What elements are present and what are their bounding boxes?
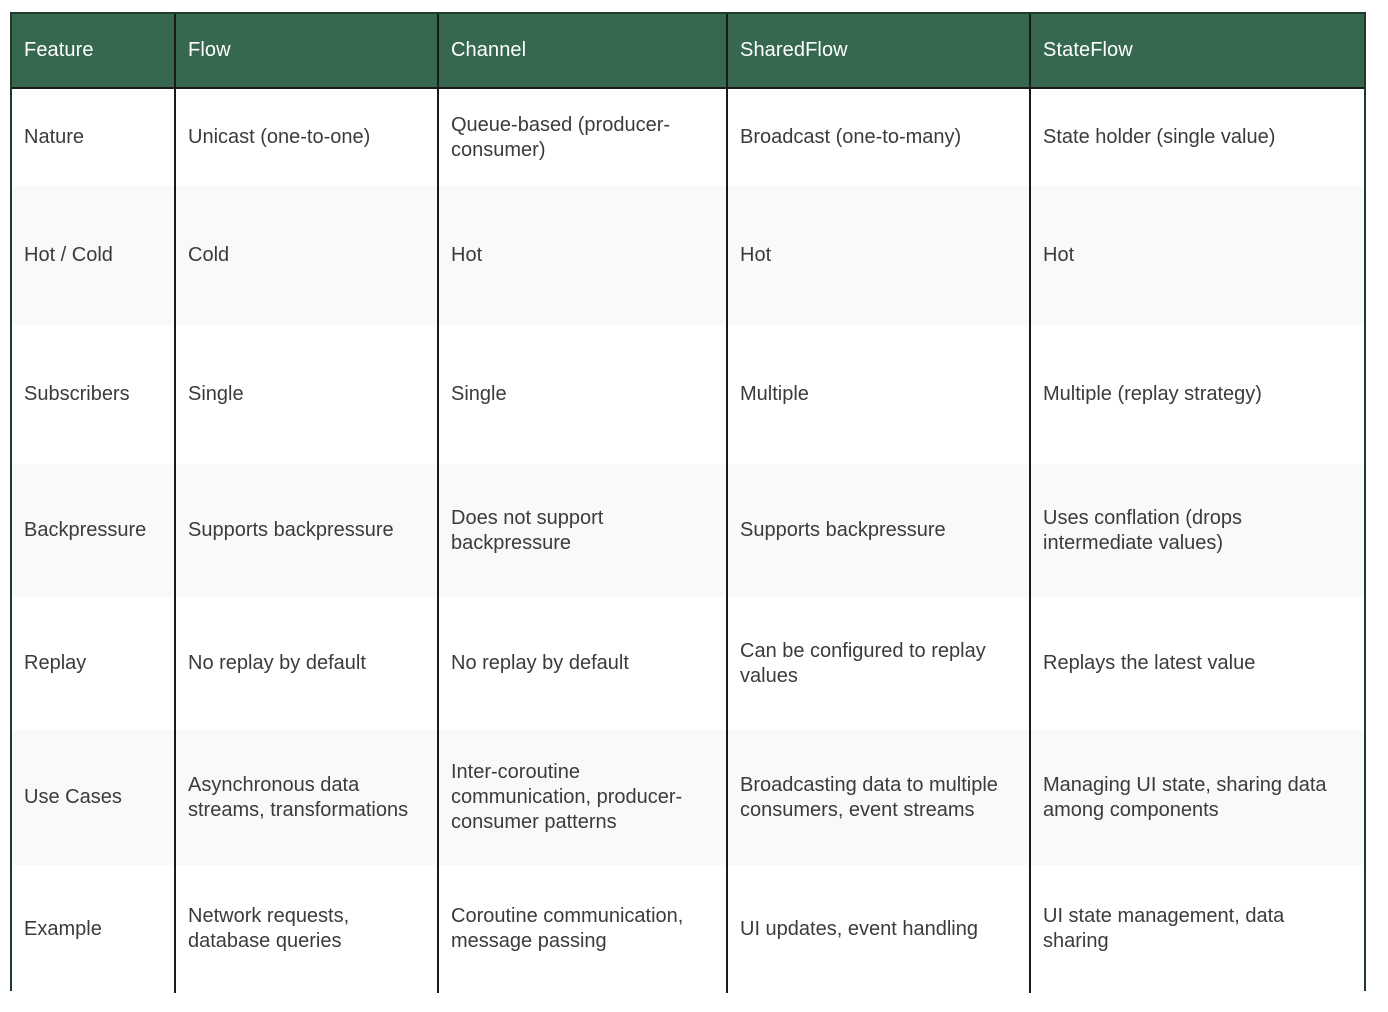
table-cell: No replay by default bbox=[438, 597, 727, 730]
table-cell: Inter-coroutine communication, producer-consumer patterns bbox=[438, 730, 727, 865]
header-channel: Channel bbox=[438, 14, 727, 88]
table-row bbox=[12, 865, 1364, 993]
table-cell: Coroutine communication, message passing bbox=[438, 865, 727, 993]
header-flow: Flow bbox=[175, 14, 438, 88]
table-cell: State holder (single value) bbox=[1030, 88, 1364, 186]
table-cell: Cold bbox=[175, 186, 438, 325]
table-cell: Multiple bbox=[727, 325, 1030, 464]
row-feature-label: Hot / Cold bbox=[12, 186, 175, 325]
row-feature-label: Nature bbox=[12, 88, 175, 186]
table-cell: Does not support backpressure bbox=[438, 464, 727, 597]
table-cell: Hot bbox=[1030, 186, 1364, 325]
table-cell: Uses conflation (drops intermediate values) bbox=[1030, 464, 1364, 597]
table-cell: Replays the latest value bbox=[1030, 597, 1364, 730]
table-cell: Broadcast (one-to-many) bbox=[727, 88, 1030, 186]
table-row bbox=[12, 325, 1364, 464]
row-feature-label: Replay bbox=[12, 597, 175, 730]
table-row bbox=[12, 88, 1364, 186]
table-row bbox=[12, 597, 1364, 730]
table-cell: Supports backpressure bbox=[727, 464, 1030, 597]
table-cell: Asynchronous data streams, transformations bbox=[175, 730, 438, 865]
row-feature-label: Subscribers bbox=[12, 325, 175, 464]
table-cell: Network requests, database queries bbox=[175, 865, 438, 993]
header-feature: Feature bbox=[12, 14, 175, 88]
table-cell: Supports backpressure bbox=[175, 464, 438, 597]
row-feature-label: Backpressure bbox=[12, 464, 175, 597]
table-cell: Hot bbox=[727, 186, 1030, 325]
table-cell: Single bbox=[175, 325, 438, 464]
table-row bbox=[12, 186, 1364, 325]
table-cell: Unicast (one-to-one) bbox=[175, 88, 438, 186]
table-cell: Single bbox=[438, 325, 727, 464]
table-cell: Can be configured to replay values bbox=[727, 597, 1030, 730]
comparison-table-container bbox=[10, 12, 1366, 991]
header-stateflow: StateFlow bbox=[1030, 14, 1364, 88]
table-header-row bbox=[12, 14, 1364, 88]
table-cell: Broadcasting data to multiple consumers, event streams bbox=[727, 730, 1030, 865]
table-row bbox=[12, 464, 1364, 597]
comparison-table bbox=[12, 14, 1364, 993]
row-feature-label: Use Cases bbox=[12, 730, 175, 865]
table-cell: Queue-based (producer-consumer) bbox=[438, 88, 727, 186]
table-cell: Multiple (replay strategy) bbox=[1030, 325, 1364, 464]
table-cell: Hot bbox=[438, 186, 727, 325]
table-cell: No replay by default bbox=[175, 597, 438, 730]
table-row bbox=[12, 730, 1364, 865]
table-cell: UI state management, data sharing bbox=[1030, 865, 1364, 993]
header-sharedflow: SharedFlow bbox=[727, 14, 1030, 88]
table-cell: Managing UI state, sharing data among components bbox=[1030, 730, 1364, 865]
row-feature-label: Example bbox=[12, 865, 175, 993]
table-cell: UI updates, event handling bbox=[727, 865, 1030, 993]
